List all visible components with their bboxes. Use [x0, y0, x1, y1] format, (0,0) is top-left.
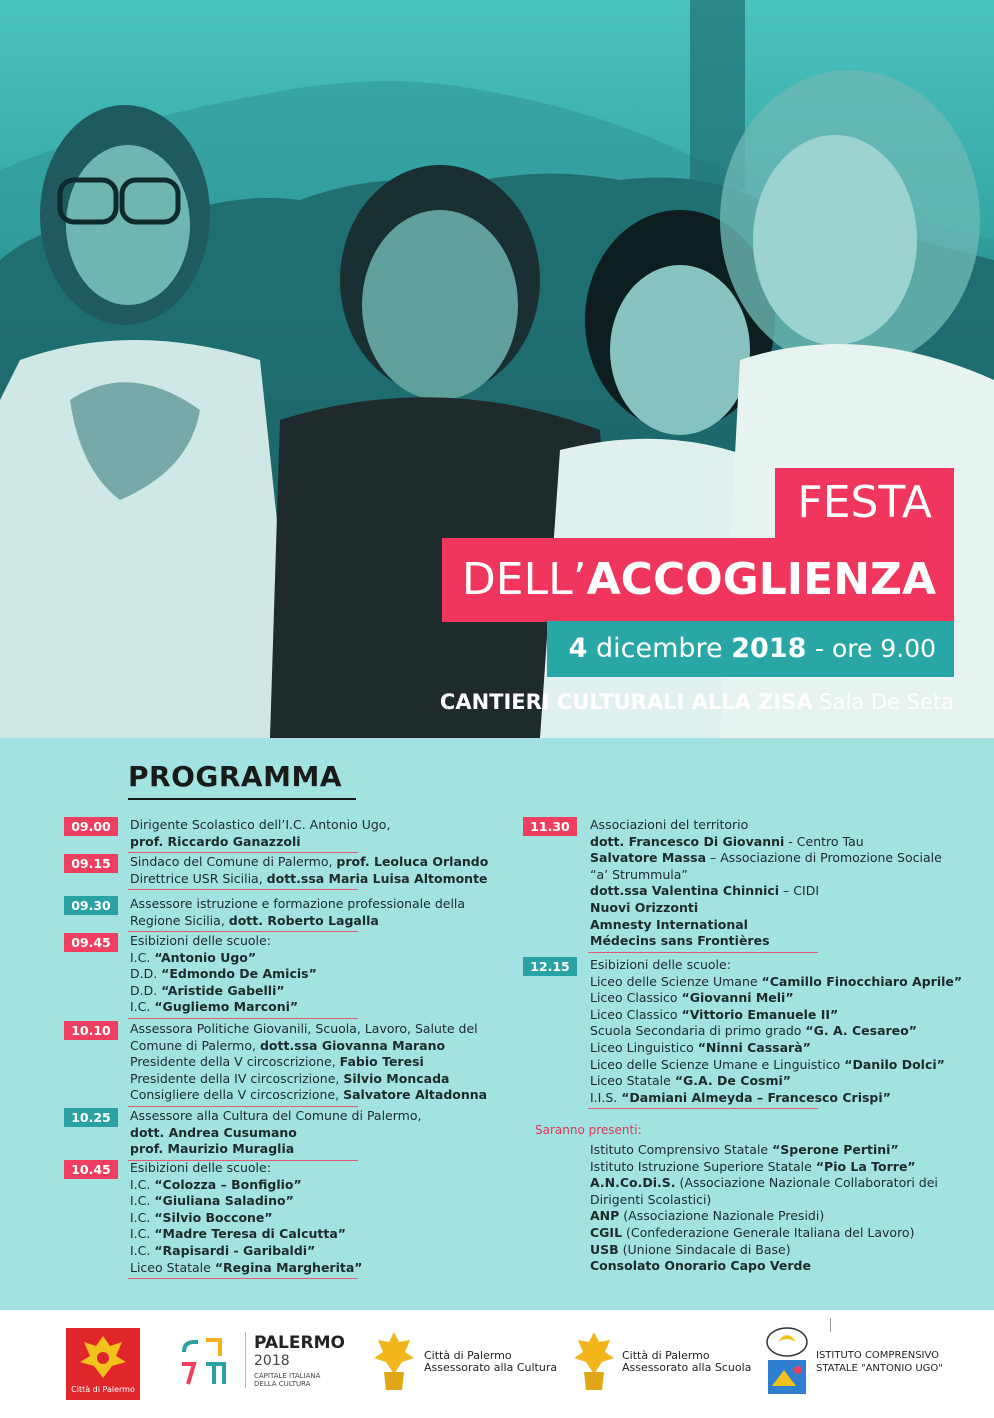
- entry-text: – Associazione di Promozione Sociale: [706, 850, 942, 866]
- entry-line: [590, 990, 962, 1007]
- time-badge-09-45: 09.45: [64, 933, 118, 952]
- time-badge-12-15: 12.15: [523, 957, 577, 976]
- entry-text: I.C.: [130, 1242, 155, 1258]
- attendee-bold-text: A.N.Co.Di.S.: [590, 1175, 676, 1191]
- entry-separator: [128, 1106, 358, 1107]
- entry-line: [590, 1040, 962, 1057]
- entry-line: [130, 1210, 363, 1227]
- entry-text: Esibizioni delle scuole:: [130, 933, 271, 948]
- entry-line: [590, 1090, 962, 1107]
- entry-line: [590, 933, 942, 950]
- attendee-bold-text: ANP: [590, 1208, 620, 1224]
- attendee-line: [590, 1242, 938, 1259]
- entry-bold-text: Fabio Teresi: [339, 1054, 424, 1070]
- title-dell: DELL’: [461, 554, 587, 605]
- entry-bold-text: “Giuliana Saladino”: [154, 1193, 294, 1209]
- entry-bold-text: “Rapisardi - Garibaldi”: [154, 1242, 316, 1258]
- ic-line1: ISTITUTO COMPRENSIVO: [816, 1350, 940, 1361]
- capitale-glyph-icon: [176, 1334, 238, 1390]
- entry-line: [130, 1177, 363, 1194]
- entry-line: [130, 913, 465, 930]
- program-entry-12-15: [590, 957, 962, 1106]
- entry-text: “a’ Strummula”: [590, 866, 688, 882]
- entry-bold-text: dott.ssa Maria Luisa Altomonte: [266, 870, 488, 886]
- antonio-ugo-school-logo: [764, 1326, 810, 1398]
- entry-bold-text: “G. A. Cesareo”: [805, 1023, 917, 1039]
- scuola-line1: Città di Palermo: [622, 1349, 710, 1362]
- entry-line: [130, 1038, 487, 1055]
- entry-bold-text: dott.ssa Giovanna Marano: [259, 1037, 446, 1053]
- entry-separator: [128, 1018, 358, 1019]
- date-month: dicembre: [596, 633, 723, 664]
- program-entry-09-15: [130, 854, 488, 887]
- entry-bold-text: “Madre Teresa di Calcutta”: [154, 1226, 346, 1242]
- scuola-crest-icon: [572, 1328, 616, 1396]
- capitale-sub1: CAPITALE ITALIANA: [254, 1372, 321, 1380]
- venue-name: CANTIERI CULTURALI ALLA ZISA: [439, 690, 813, 714]
- entry-bold-text: “Regina Margherita”: [214, 1259, 363, 1275]
- program-entry-09-45: [130, 933, 317, 1016]
- eagle-crest-icon: [372, 1328, 416, 1396]
- eagle-emblem-icon: [66, 1328, 140, 1386]
- entry-text: Liceo delle Scienze Umane: [590, 973, 762, 989]
- entry-bold-text: Médecins sans Frontières: [590, 933, 770, 949]
- entry-text: Scuola Secondaria di primo grado: [590, 1023, 806, 1039]
- attendee-bold-text: “Sperone Pertini”: [772, 1142, 899, 1157]
- entry-text: I.C.: [130, 1193, 155, 1209]
- program-entry-09-00: [130, 817, 390, 850]
- attendee-text: Istituto Istruzione Superiore Statale: [590, 1158, 816, 1174]
- entry-line: [590, 1057, 962, 1074]
- entry-text: Regione Sicilia,: [130, 912, 229, 928]
- entry-bold-text: Salvatore Altadonna: [343, 1087, 488, 1103]
- attendee-bold-text: CGIL: [590, 1224, 623, 1240]
- entry-line: [130, 834, 390, 851]
- entry-line: [130, 1193, 363, 1210]
- entry-bold-text: prof. Riccardo Ganazzoli: [130, 833, 301, 849]
- event-venue: [440, 690, 954, 714]
- program-entry-11-30: [590, 817, 942, 950]
- entry-line: [130, 999, 317, 1016]
- attendee-line: [590, 1225, 938, 1242]
- ic-line2: STATALE "ANTONIO UGO": [816, 1363, 943, 1374]
- entry-text: Dirigente Scolastico dell’I.C. Antonio Ugo,: [130, 817, 391, 832]
- capitale-glyph-logo: [176, 1334, 238, 1390]
- saranno-presenti-label: Saranno presenti:: [535, 1123, 642, 1137]
- time-badge-09-15: 09.15: [64, 854, 118, 873]
- entry-bold-text: dott.ssa Valentina Chinnici: [590, 883, 780, 899]
- entry-line: [590, 917, 942, 934]
- attendee-line: [590, 1192, 938, 1209]
- entry-text: Liceo Statale: [130, 1259, 215, 1275]
- attendee-line: [590, 1175, 938, 1192]
- venue-room: Sala De Seta: [819, 690, 954, 714]
- entry-bold-text: prof. Maurizio Muraglia: [130, 1141, 295, 1157]
- program-section: [0, 738, 994, 1310]
- program-title: PROGRAMMA: [128, 760, 342, 793]
- entry-line: [590, 817, 942, 834]
- attendee-text: (Associazione Nazionale Collaboratori dei: [675, 1175, 938, 1191]
- entry-line: [130, 1226, 363, 1243]
- entry-line: [590, 900, 942, 917]
- entry-bold-text: Nuovi Orizzonti: [590, 899, 699, 915]
- entry-bold-text: dott. Andrea Cusumano: [130, 1124, 297, 1140]
- entry-text: Consigliere della V circoscrizione,: [130, 1087, 344, 1103]
- entry-bold-text: “Edmondo De Amicis”: [161, 966, 317, 982]
- cultura-line1: Città di Palermo: [424, 1349, 512, 1362]
- attendee-line: [590, 1159, 938, 1176]
- entry-bold-text: dott. Francesco Di Giovanni: [590, 833, 785, 849]
- entry-text: – CIDI: [779, 883, 820, 899]
- program-entry-10-45: [130, 1160, 363, 1276]
- entry-text: Associazioni del territorio: [590, 817, 749, 832]
- entry-line: [590, 867, 942, 884]
- entry-text: D.D.: [130, 966, 162, 982]
- program-entry-10-10: [130, 1021, 487, 1104]
- entry-text: I.C.: [130, 949, 155, 965]
- entry-line: [130, 871, 488, 888]
- entry-line: [130, 983, 317, 1000]
- attendee-bold-text: USB: [590, 1241, 619, 1257]
- attendee-line: [590, 1258, 938, 1275]
- entry-text: Liceo Statale: [590, 1073, 675, 1089]
- entry-line: [130, 933, 317, 950]
- attendee-bold-text: “Pio La Torre”: [815, 1158, 916, 1174]
- entry-text: I.I.S.: [590, 1089, 622, 1105]
- citta-di-palermo-logo: [66, 1328, 140, 1400]
- entry-line: [130, 966, 317, 983]
- attendee-line: [590, 1142, 938, 1159]
- title-accoglienza: [442, 538, 954, 622]
- entry-bold-text: “Giovanni Meli”: [681, 990, 794, 1006]
- time-badge-10-25: 10.25: [64, 1108, 118, 1127]
- capitale-divider: [245, 1332, 246, 1388]
- entry-text: Presidente della V circoscrizione,: [130, 1054, 340, 1070]
- entry-text: Liceo Linguistico: [590, 1039, 698, 1055]
- entry-line: [590, 957, 962, 974]
- entry-bold-text: “G.A. De Cosmi”: [674, 1073, 791, 1089]
- entry-text: D.D.: [130, 982, 162, 998]
- entry-line: [130, 1160, 363, 1177]
- time-badge-09-00: 09.00: [64, 817, 118, 836]
- entry-bold-text: “Antonio Ugo”: [154, 949, 257, 965]
- entry-bold-text: dott. Roberto Lagalla: [228, 912, 379, 928]
- entry-text: Liceo Classico: [590, 990, 682, 1006]
- entry-bold-text: “Camillo Finocchiaro Aprile”: [761, 973, 963, 989]
- entry-bold-text: prof. Leoluca Orlando: [336, 854, 489, 869]
- title-festa: FESTA: [775, 468, 954, 538]
- entry-text: I.C.: [130, 1209, 155, 1225]
- saranno-presenti-list: [590, 1142, 938, 1275]
- time-badge-10-10: 10.10: [64, 1021, 118, 1040]
- entry-text: Esibizioni delle scuole:: [130, 1160, 271, 1175]
- ic-tick: [830, 1318, 831, 1332]
- attendee-line: [590, 1208, 938, 1225]
- entry-bold-text: “Silvio Boccone”: [154, 1209, 273, 1225]
- date-year: 2018: [731, 633, 807, 664]
- entry-text: Assessora Politiche Giovanili, Scuola, Lavoro, Salute del: [130, 1021, 478, 1036]
- capitale-year: 2018: [254, 1353, 290, 1369]
- entry-line: [130, 1021, 487, 1038]
- entry-bold-text: “Danilo Dolci”: [844, 1056, 945, 1072]
- entry-line: [590, 1007, 962, 1024]
- entry-text: Direttrice USR Sicilia,: [130, 870, 267, 886]
- entry-bold-text: “Gugliemo Marconi”: [154, 999, 299, 1015]
- entry-text: Sindaco del Comune di Palermo,: [130, 854, 337, 869]
- entry-line: [130, 896, 465, 913]
- entry-bold-text: Amnesty International: [590, 916, 748, 932]
- entry-line: [590, 834, 942, 851]
- program-entry-09-30: [130, 896, 465, 929]
- scuola-line2: Assessorato alla Scuola: [622, 1361, 752, 1374]
- cultura-crest-icon: [372, 1328, 416, 1396]
- capitale-title: PALERMO: [254, 1333, 345, 1353]
- entry-line: [130, 1108, 421, 1125]
- entry-bold-text: Silvio Moncada: [343, 1070, 450, 1086]
- entry-line: [590, 974, 962, 991]
- entry-text: I.C.: [130, 1176, 155, 1192]
- entry-line: [130, 1087, 487, 1104]
- time-badge-10-45: 10.45: [64, 1160, 118, 1179]
- entry-bold-text: Salvatore Massa: [590, 850, 707, 866]
- eagle-crest-icon: [572, 1328, 616, 1396]
- school-logo-icon: [764, 1326, 810, 1398]
- city-logo-label: Città di Palermo: [71, 1385, 135, 1394]
- entry-bold-text: “Aristide Gabelli”: [161, 982, 285, 998]
- entry-text: Liceo Classico: [590, 1006, 682, 1022]
- time-badge-09-30: 09.30: [64, 896, 118, 915]
- time-badge-11-30: 11.30: [523, 817, 577, 836]
- entry-line: [130, 1054, 487, 1071]
- entry-separator: [128, 889, 358, 890]
- entry-text: Presidente della IV circoscrizione,: [130, 1070, 344, 1086]
- entry-line: [590, 883, 942, 900]
- entry-text: Liceo delle Scienze Umane e Linguistico: [590, 1056, 845, 1072]
- attendee-text: (Unione Sindacale di Base): [618, 1241, 791, 1257]
- entry-line: [130, 1243, 363, 1260]
- entry-bold-text: “Ninni Cassarà”: [697, 1039, 811, 1055]
- entry-line: [130, 1141, 421, 1158]
- entry-bold-text: “Damiani Almeyda – Francesco Crispi”: [621, 1089, 891, 1105]
- date-time: - ore 9.00: [815, 634, 936, 663]
- entry-line: [590, 1023, 962, 1040]
- entry-line: [590, 1073, 962, 1090]
- event-date: [547, 621, 954, 677]
- attendee-text: (Confederazione Generale Italiana del Lavoro): [622, 1224, 915, 1240]
- attendee-text: Istituto Comprensivo Statale: [590, 1142, 773, 1157]
- entry-text: I.C.: [130, 1226, 155, 1242]
- entry-text: Assessore alla Cultura del Comune di Palermo,: [130, 1108, 422, 1123]
- entry-text: - Centro Tau: [784, 833, 864, 849]
- entry-line: [130, 950, 317, 967]
- attendee-text: (Associazione Nazionale Presidi): [619, 1208, 825, 1224]
- entry-separator: [588, 1108, 818, 1109]
- entry-text: I.C.: [130, 999, 155, 1015]
- entry-line: [130, 1125, 421, 1142]
- sponsor-footer: [0, 1310, 994, 1418]
- capitale-sub2: DELLA CULTURA: [254, 1380, 311, 1388]
- entry-line: [130, 854, 488, 871]
- program-title-underline: [128, 798, 356, 800]
- entry-bold-text: “Colozza – Bonfiglio”: [154, 1176, 302, 1192]
- entry-separator: [588, 952, 818, 953]
- attendee-text: Dirigenti Scolastici): [590, 1191, 712, 1207]
- entry-line: [130, 1071, 487, 1088]
- entry-separator: [128, 1278, 358, 1279]
- title-accoglienza-bold: ACCOGLIENZA: [586, 554, 936, 605]
- entry-text: Comune di Palermo,: [130, 1037, 260, 1053]
- program-entry-10-25: [130, 1108, 421, 1158]
- entry-line: [130, 817, 390, 834]
- cultura-line2: Assessorato alla Cultura: [424, 1361, 558, 1374]
- entry-text: Esibizioni delle scuole:: [590, 957, 731, 972]
- entry-line: [130, 1260, 363, 1277]
- attendee-bold-text: Consolato Onorario Capo Verde: [590, 1258, 811, 1274]
- entry-text: Assessore istruzione e formazione professionale della: [130, 896, 466, 911]
- date-day: 4: [568, 633, 588, 664]
- entry-line: [590, 850, 942, 867]
- entry-bold-text: “Vittorio Emanuele II”: [681, 1006, 839, 1022]
